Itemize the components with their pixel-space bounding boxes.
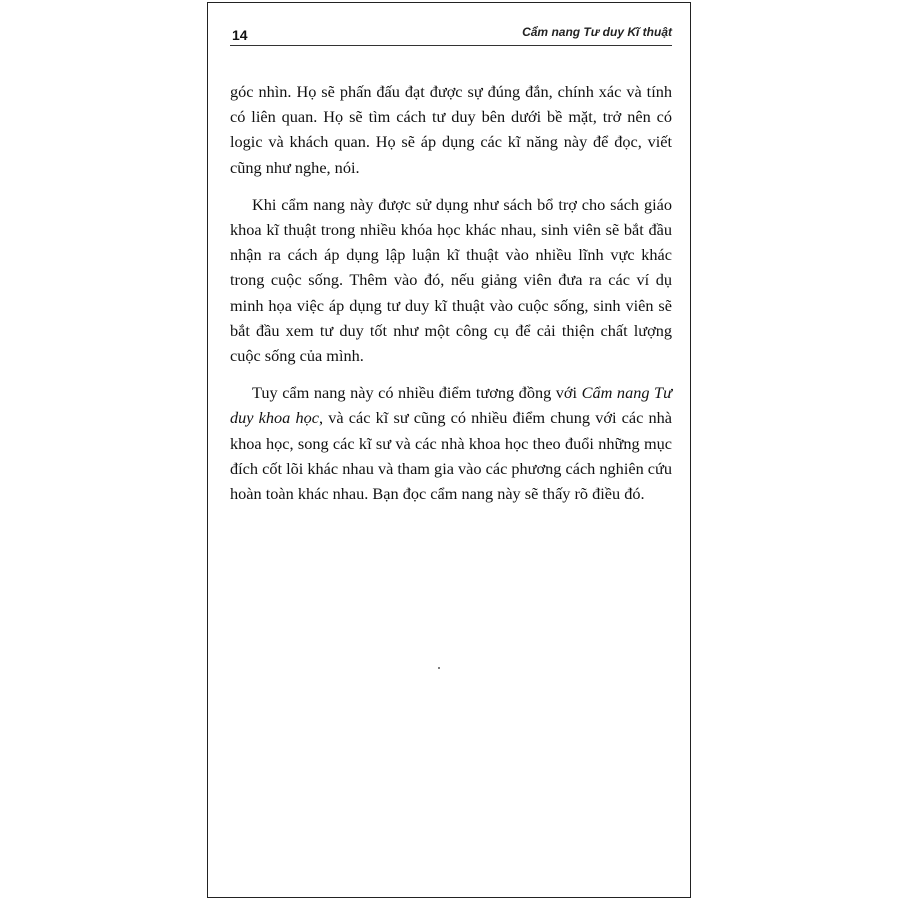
page-body — [230, 79, 672, 518]
paragraph-3 — [230, 380, 672, 506]
paragraph-3-text-end: , và các kĩ sư cũng có nhiều điểm chung với các nhà khoa học, song các kĩ sư và các nhà khoa học theo đuổi những mục đích cốt lõi khác nhau và tham gia vào các phương cách nghiên cứu hoàn toàn khác nhau. Bạn đọc cẩm nang này sẽ thấy rõ điều đó. — [230, 408, 672, 504]
paragraph-2-text: Khi cẩm nang này được sử dụng như sách bổ trợ cho sách giáo khoa kĩ thuật trong nhiều khóa học khác nhau, sinh viên sẽ bắt đầu nhận ra cách áp dụng lập luận kĩ thuật vào nhiều lĩnh vực khác trong cuộc sống. Thêm vào đó, nếu giảng viên đưa ra các ví dụ minh họa việc áp dụng tư duy kĩ thuật vào cuộc sống, sinh viên sẽ bắt đầu xem tư duy tốt như một công cụ để cải thiện chất lượng cuộc sống của mình. — [230, 194, 672, 366]
paragraph-3-text-start: Tuy cẩm nang này có nhiều điểm tương đồng với — [252, 383, 582, 403]
paragraph-2 — [230, 192, 672, 368]
paragraph-1 — [230, 79, 672, 180]
running-title: Cẩm nang Tư duy Kĩ thuật — [522, 25, 672, 39]
page-number: 14 — [232, 27, 248, 43]
paragraph-1-text: góc nhìn. Họ sẽ phấn đấu đạt được sự đúng đắn, chính xác và tính có liên quan. Họ sẽ tìm cách tư duy bên dưới bề mặt, trở nên có logic và khách quan. Họ sẽ áp dụng các kĩ năng này để đọc, viết cũng như nghe, nói. — [230, 82, 672, 177]
page-header — [230, 23, 672, 46]
print-speck — [438, 667, 440, 669]
book-title-reference: Cẩm nang Tư duy khoa học — [230, 383, 672, 428]
book-page — [207, 2, 691, 898]
